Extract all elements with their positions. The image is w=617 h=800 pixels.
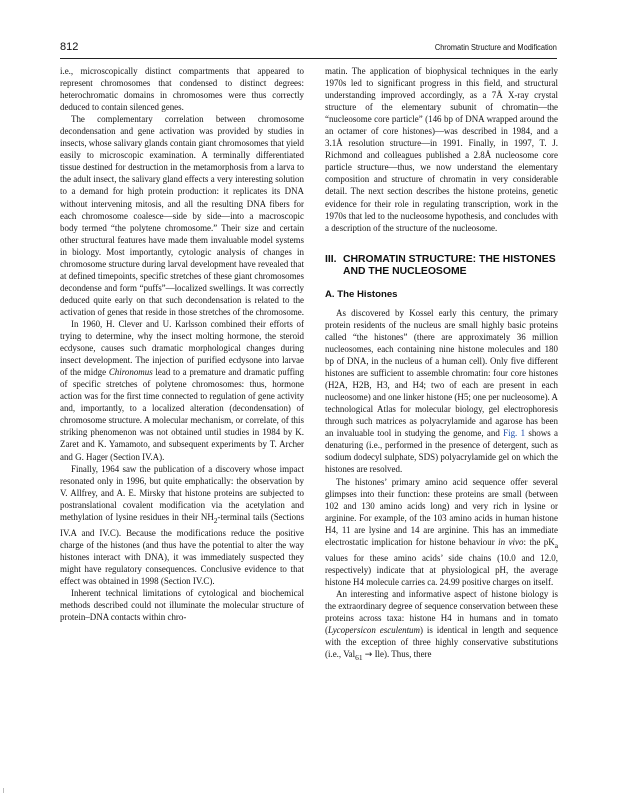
right-paragraph-2-text-b: shows a denaturing (i.e., performed in the presence of detergent, such as sodium dodecyl sulphate, SDS) polyacrylamide gel on which the histones are resolved.: [325, 428, 558, 475]
figure-1-link[interactable]: Fig. 1: [503, 428, 526, 439]
right-column: [325, 65, 558, 664]
right-paragraph-4-text-b: ) is identical in length and sequence with the exception of three highly conservative substitutions (i.e., Val: [325, 624, 559, 659]
right-paragraph-4-text-a: An interesting and informative aspect of histone biology is the extraordinary degree of sequence conservation between these proteins across taxa: histone H4 in humans and in tomato (: [325, 588, 558, 635]
margin-mark: [3, 788, 4, 793]
right-paragraph-1: matin. The application of biophysical techniques in the early 1970s led to significant progress in this field, and structural understanding improved accordingly, as a 7Å X-ray crystal structure of the elementary subunit of chromatin—the “nucleosome core particle” (146 bp of DNA wrapped around the an octamer of core histones)—was described in 1984, and a 3.1Å resolution structure—in 1991. Finally, in 1997, T. J. Richmond and colleagues published a 2.8Å nucleosome core particle structure—thus, we now understand the elementary composition and structure of chromatin in very considerable detail. The next section describes the histone proteins, genetic evidence for their role in regulating transcription, work in the 1970s that led to the nucleosome hypothesis, and concludes with a description of the structure of the nucleosome.: [325, 66, 558, 233]
right-paragraph-2: [325, 307, 558, 476]
left-paragraph-1: i.e., microscopically distinct compartments that appeared to represent chromosomes that condensed to distinct degrees: heterochromatic domains in chromosomes were thus correctly deduced to contain silenced genes.: [60, 66, 304, 113]
right-paragraph-4: [325, 588, 558, 664]
running-title: Chromatin Structure and Modification: [434, 42, 557, 52]
left-paragraph-2: The complementary correlation between chromosome decondensation and gene activation was provided by studies in insects, whose salivary glands contain giant chromosomes that yield easily to microscopic examination. A terminally differentiated tissue destined for destruction in the metamorphosis from a larva to the adult insect, the salivary gland effects a very interesting solution to a demand for high protein production: it replicates its DNA without intervening mitosis, and all the resulting DNA fibers for each chromosome coalesce—side by side—into a macroscopic body termed “the polytene chromosome.” Their size and certain other structural features have made them invaluable model systems in biology. Most importantly, cytologic analysis of changes in chromosome structure during larval development have revealed that at defined timepoints, specific stretches of these giant chromosomes decondense and form “puffs”—localized swellings. It was correctly deduced quite early on that such decondensation is related to the activation of genes that reside in those stretches of the chromosome.: [60, 114, 304, 317]
right-paragraph-3-text-b: : the pK: [523, 536, 555, 547]
left-paragraph-3: [60, 318, 304, 463]
page-number: 812: [60, 41, 79, 53]
right-paragraph-3-text-c: values for these amino acids’ side chains (10.0 and 12.0, respectively) indicate that at physiological pH, the average histone H4 molecule carries ca. 24.99 positive charges on itself.: [325, 552, 558, 587]
left-paragraph-3-text-b: lead to a premature and dramatic puffing of specific stretches of polytene chromosomes: thus, hormone action was for the first time connected to regulation of gene activity and, importantly, to a localized alteration (decondensation) of chromosome structure. A molecular mechanism, or correlate, of this striking phenomenon was not obtained until studies in 1984 by K. Zaret and K. Yamamoto, and subsequent experiments by T. Archer and G. Hager (Section IV.A).: [60, 367, 304, 462]
section-heading: [325, 254, 558, 279]
left-paragraph-3-text-a: In 1960, H. Clever and U. Karlsson combined their efforts of trying to determine, why the insect molting hormone, the steroid ecdysone, causes such dramatic morphological changes during insect development. The injection of purified ecdysone into larvae of the midge: [60, 318, 304, 378]
right-paragraph-3-text-a: The histones’ primary amino acid sequence offer several glimpses into their function: these proteins are small (between 102 and 130 amino acids long) and very rich in lysine or arginine. For example, of the 103 amino acids in human histone H4, 11 are lysine and 14 are arginine. This has an immediate electrostatic implication for histone behaviour: [325, 476, 558, 547]
right-paragraph-4-text-c: Ile). Thus, there: [372, 648, 432, 659]
right-paragraph-2-text-a: As discovered by Kossel early this century, the primary protein residents of the nucleus are small highly basic proteins called “the histones” (there are approximately 36 million nucleosomes, each containing nine histone molecules and 180 bp of DNA, in the nucleus of a human cell). Only five different histones are sufficient to assemble chromatin: four core histones (H2A, H2B, H3, and H4; two of each are present in each nucleosome) and one linker histone (H5; one per nucleosome). A technological Atlas for molecular biology, gel electrophoresis through such matrices as polyacrylamide and agarose has been an invaluable tool in studying the genome, and: [325, 307, 558, 439]
left-paragraph-4: [60, 463, 304, 587]
left-paragraph-4-text-b: -terminal tails (Sections IV.A and IV.C). Because the modifications reduce the positive charge of the histones (and thus have the potential to alter the way histones interact with DNA), it was immediately suspected they might have regulatory consequences. Conclusive evidence to that effect was obtained in 1998 (Section IV.C).: [60, 511, 304, 586]
section-title: CHROMATIN STRUCTURE: THE HISTONES AND THE NUCLEOSOME: [343, 253, 556, 278]
section-number: III.: [325, 253, 337, 265]
nh2-subscript: 2: [213, 515, 218, 525]
left-paragraph-4-text-a: Finally, 1964 saw the publication of a discovery whose impact resonated only in 1996, but quite emphatically: the observation by V. Allfrey, and A. E. Mirsky that histone proteins are subjected to postranslational covalent modification via the acetylation and methylation of lysine residues in their NH: [60, 463, 304, 522]
left-paragraph-5: Inherent technical limitations of cytological and biochemical methods described could not illuminate the molecular structure of protein–DNA contacts within chro-: [60, 587, 304, 622]
left-column: [60, 65, 304, 623]
subsection-heading: A. The Histones: [325, 288, 398, 300]
val61-subscript: 61: [355, 652, 363, 662]
right-paragraph-3: [325, 476, 558, 588]
in-vivo-italic: in vivo: [498, 536, 524, 547]
page-header: [60, 41, 557, 55]
lycopersicon-italic: Lycopersicon esculentum: [327, 624, 420, 635]
substitution-arrow-icon: →: [364, 649, 373, 660]
chironomus-italic: Chironomus: [108, 367, 153, 378]
header-rule: [60, 58, 557, 59]
pka-subscript: a: [554, 540, 559, 550]
